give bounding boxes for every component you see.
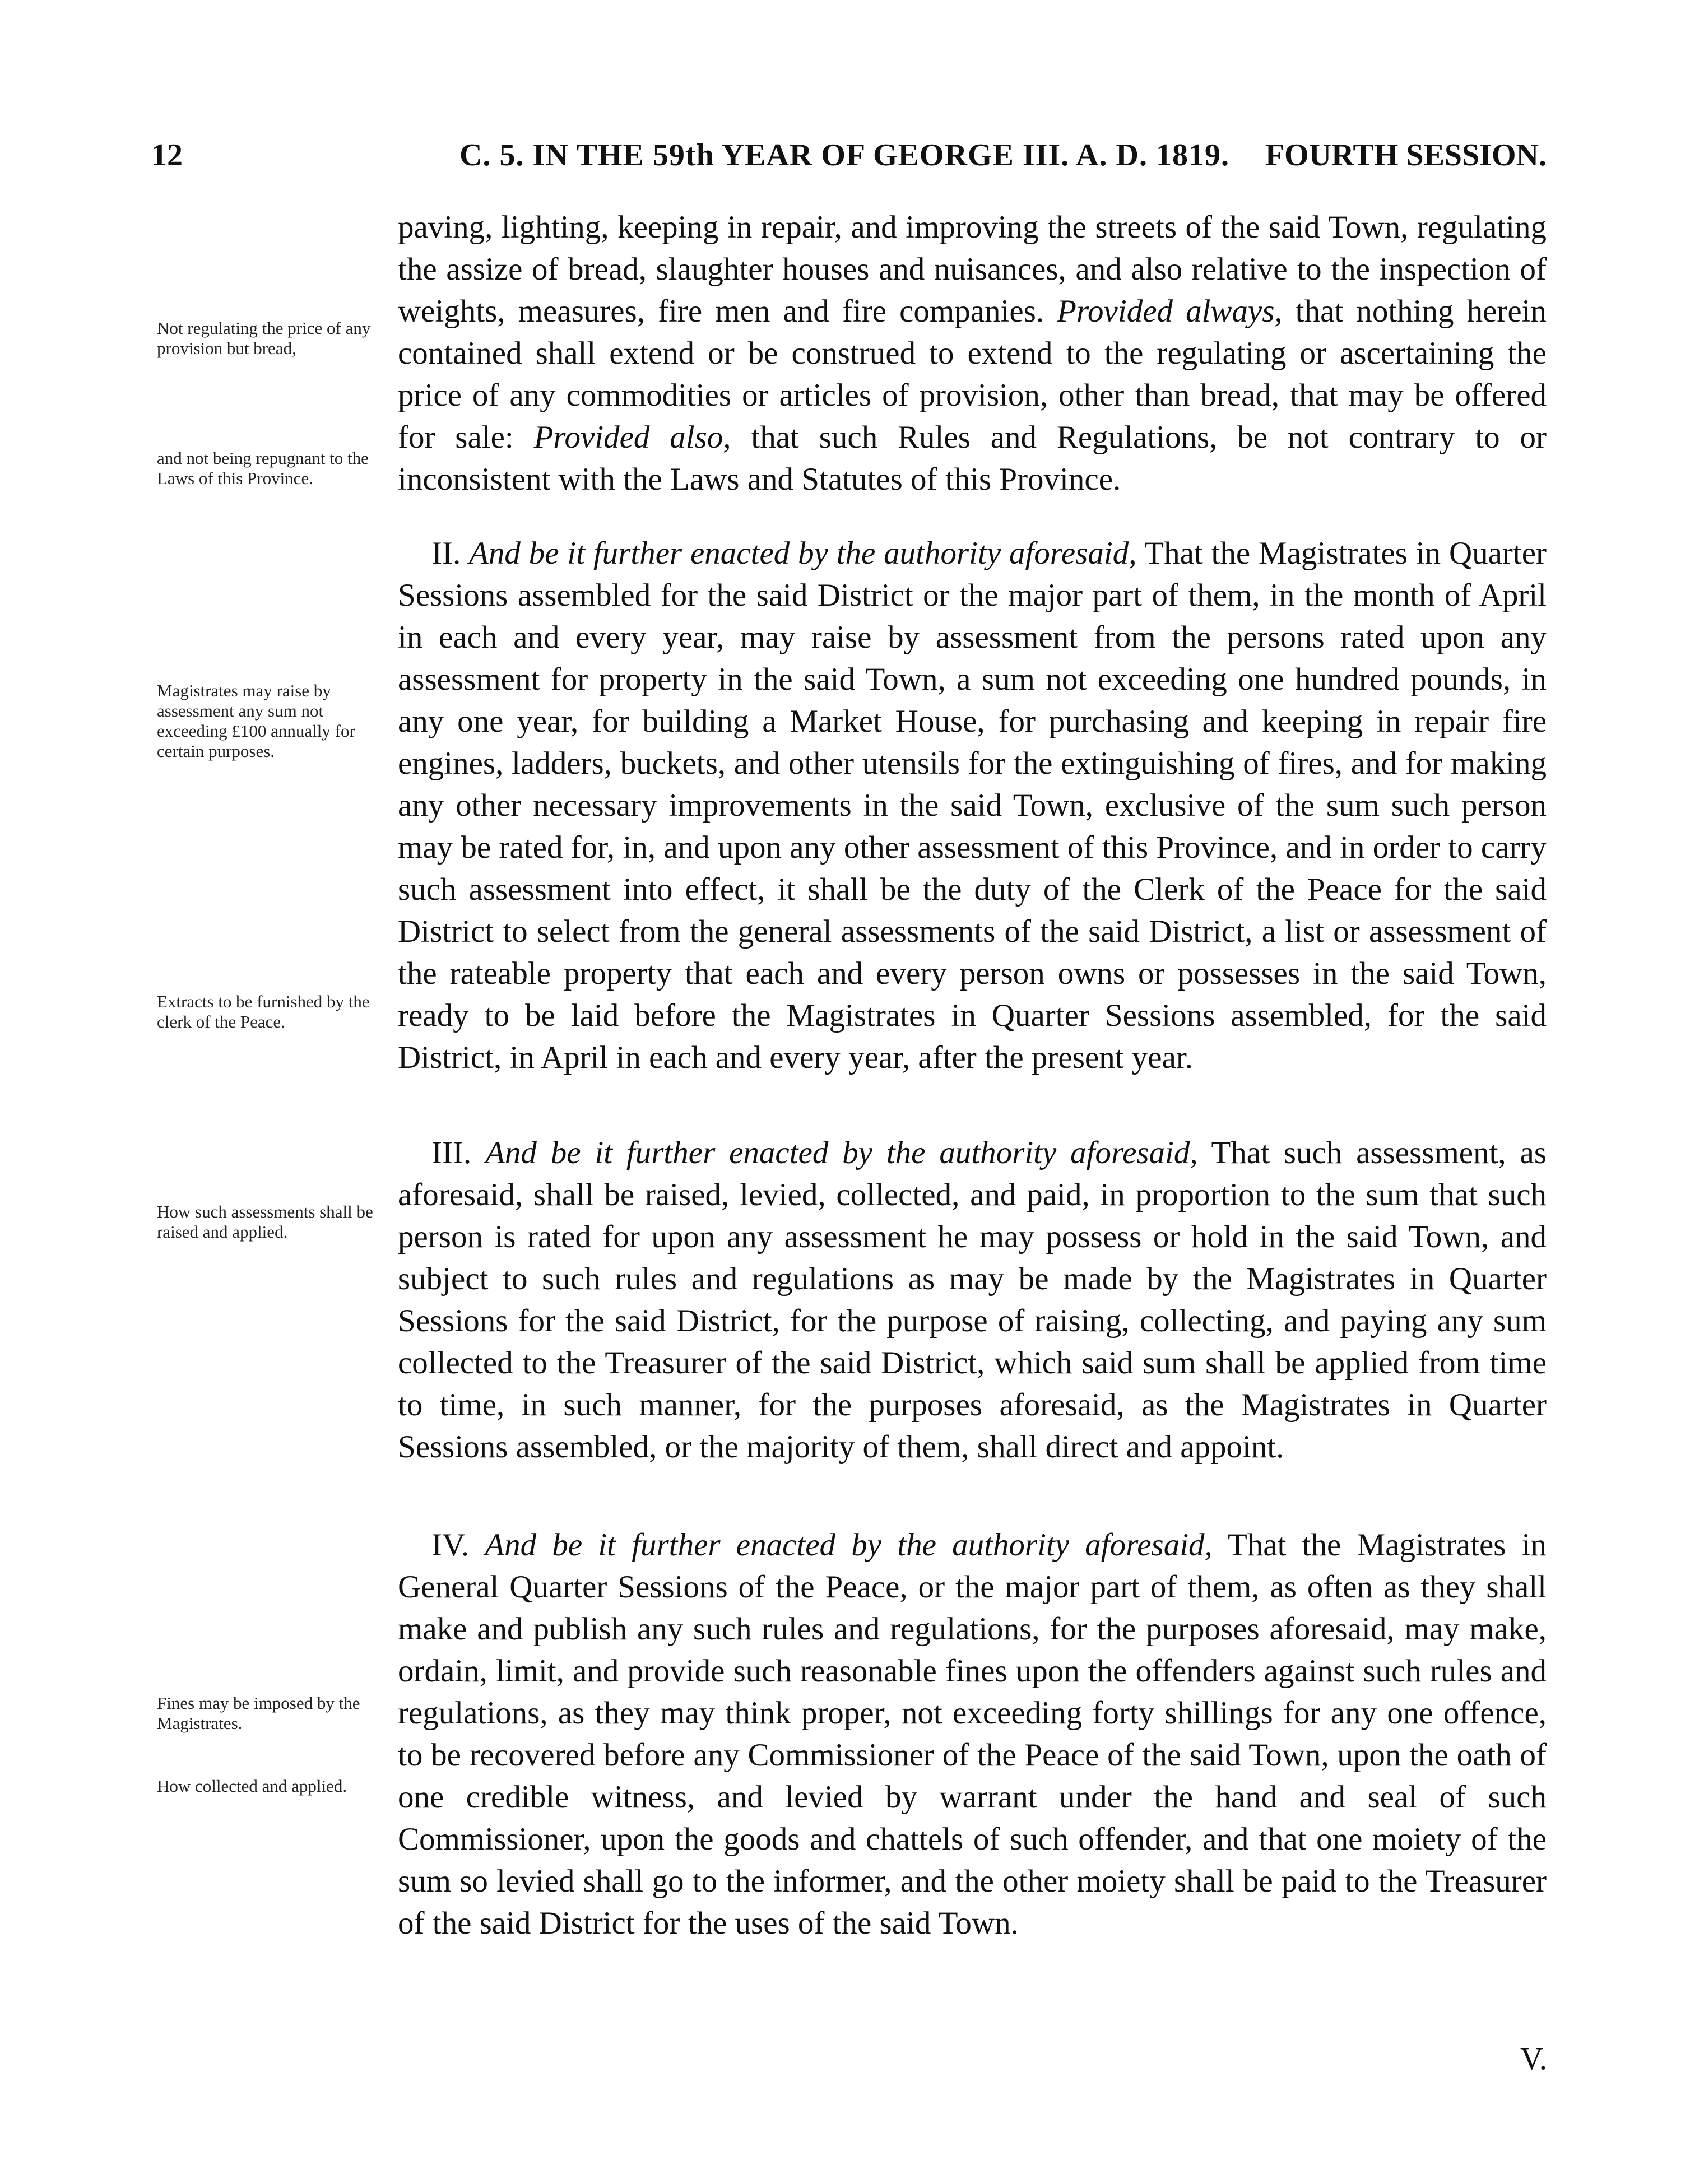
session-label: FOURTH SESSION. bbox=[1265, 138, 1547, 173]
enacting-clause: And be it further enacted by the authority aforesaid, bbox=[485, 1135, 1198, 1170]
section-4 bbox=[398, 1524, 1547, 1944]
margin-note: Fines may be imposed by the Magistrates. bbox=[157, 1693, 360, 1733]
running-header bbox=[151, 137, 1547, 188]
margin-note: and not being repugnant to the Laws of this Province. bbox=[157, 448, 369, 488]
running-title: C. 5. IN THE 59th YEAR OF GEORGE III. A. D. 1819. bbox=[459, 138, 1229, 173]
section-3 bbox=[398, 1132, 1547, 1468]
paragraph-text: paving, lighting, keeping in repair, and improving the streets of the said Town, regulating the assize of bread, slaughter houses and nuisances, and also relative to the inspection of weights, measures, fire men and fire companies. bbox=[398, 210, 1547, 329]
page-number: 12 bbox=[151, 138, 183, 173]
margin-note: How collected and applied. bbox=[157, 1776, 347, 1796]
paragraph-continuation bbox=[398, 206, 1547, 500]
margin-note: How such assessments shall be raised and applied. bbox=[157, 1202, 373, 1242]
proviso-label: Provided always, bbox=[1057, 294, 1283, 329]
catchword: V. bbox=[1520, 2041, 1547, 2076]
paragraph-text: that such Rules and Regulations, be not contrary to or inconsistent with the Laws and Statutes of this Province. bbox=[398, 420, 1547, 497]
proviso-label: Provided also, bbox=[533, 420, 731, 455]
margin-note: Magistrates may raise by assessment any sum not exceeding £100 annually for certain purposes. bbox=[157, 681, 355, 761]
enacting-clause: And be it further enacted by the authority aforesaid, bbox=[485, 1527, 1213, 1563]
section-text: That the Magistrates in Quarter Sessions assembled for the said District or the major part of them, in the month of April in each and every year, may raise by assessment from the persons rated upon any assessment for property in the said Town, a sum not exceeding one hundred pounds, in any one year, for building a Market House, for purchasing and keeping in repair fire engines, ladders, buckets, and other utensils for the extinguishing of fires, and for making any other necessary improvements in the said Town, exclusive of the sum such person may be rated for, in, and upon any other assessment of this Province, and in order to carry such assessment into effect, it shall be the duty of the Clerk of the Peace for the said District to select from the general assessments of the said District, a list or assessment of the rateable property that each and every person owns or possesses in the said Town, ready to be laid before the Magistrates in Quarter Sessions assembled, for the said District, in April in each and every year, after the present year. bbox=[398, 536, 1547, 1075]
margin-note: Extracts to be furnished by the clerk of the Peace. bbox=[157, 992, 370, 1031]
section-text: That the Magistrates in General Quarter Sessions of the Peace, or the major part of them, as often as they shall make and publish any such rules and regulations, for the purposes aforesaid, may make, ordain, limit, and provide such reasonable fines upon the offenders against such rules and regulations, as they may think proper, not exceeding forty shillings for any one offence, to be recovered before any Commissioner of the Peace of the said Town, upon the oath of one credible witness, and levied by warrant under the hand and seal of such Commissioner, upon the goods and chattels of such offender, and that one moiety of the sum so levied shall go to the informer, and the other moiety shall be paid to the Treasurer of the said District for the uses of the said Town. bbox=[398, 1527, 1547, 1941]
enacting-clause: And be it further enacted by the authority aforesaid, bbox=[469, 536, 1137, 571]
section-2 bbox=[398, 532, 1547, 1079]
margin-note: Not regulating the price of any provision but bread, bbox=[157, 318, 371, 358]
section-text: That such assessment, as aforesaid, shall be raised, levied, collected, and paid, in proportion to the sum that such person is rated for upon any assessment he may possess or hold in the said Town, and subject to such rules and regulations as may be made by the Magistrates in Quarter Sessions for the said District, for the purpose of raising, collecting, and paying any sum collected to the Treasurer of the said District, which said sum shall be applied from time to time, in such manner, for the purposes aforesaid, as the Magistrates in Quarter Sessions assembled, or the majority of them, shall direct and appoint. bbox=[398, 1135, 1547, 1465]
section-number: II. bbox=[431, 536, 461, 571]
paragraph-text: that nothing herein contained shall extend or be construed to extend to the regulating or ascertaining the price of any commodities or articles of provision, other than bread, that may be offered for sale: bbox=[398, 294, 1547, 455]
section-number: IV. bbox=[431, 1527, 470, 1563]
section-number: III. bbox=[431, 1135, 472, 1170]
